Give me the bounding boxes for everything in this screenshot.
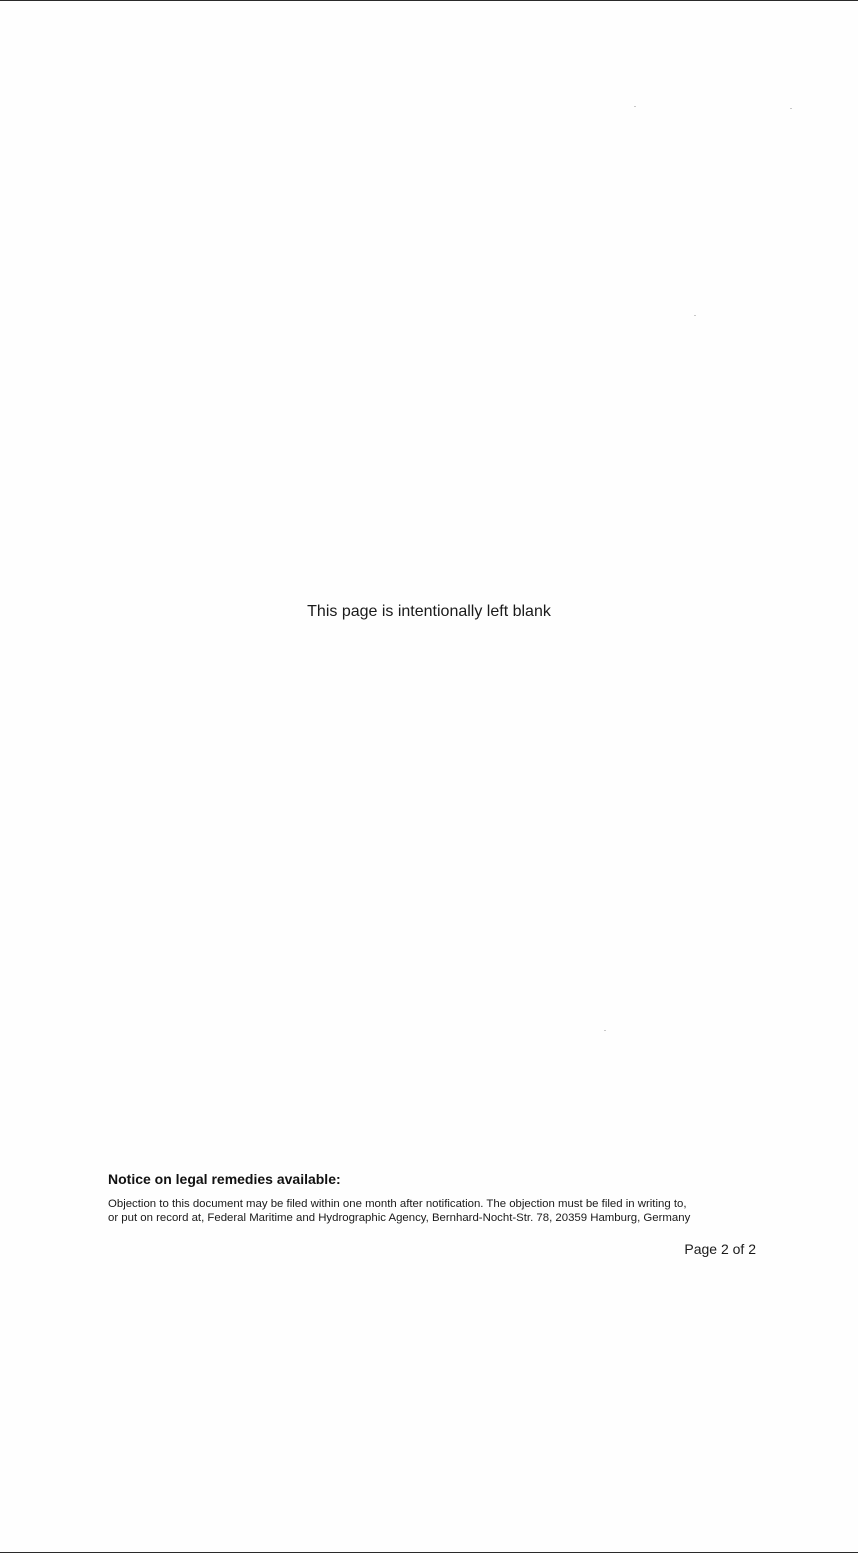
- scan-speck: [604, 1030, 606, 1031]
- scan-speck: [790, 108, 792, 109]
- legal-remedies-notice: [108, 1197, 778, 1225]
- page-number: Page 2 of 2: [684, 1241, 756, 1257]
- legal-remedies-line: Objection to this document may be filed within one month after notification. The objection must be filed in writing to,: [108, 1198, 687, 1210]
- scan-speck: [634, 106, 636, 107]
- legal-remedies-heading: Notice on legal remedies available:: [108, 1171, 341, 1187]
- legal-remedies-line: or put on record at, Federal Maritime and Hydrographic Agency, Bernhard-Nocht-Str. 78, 20359 Hamburg, Germany: [108, 1212, 691, 1224]
- intentionally-blank-text: This page is intentionally left blank: [307, 603, 551, 620]
- scan-speck: [694, 315, 696, 316]
